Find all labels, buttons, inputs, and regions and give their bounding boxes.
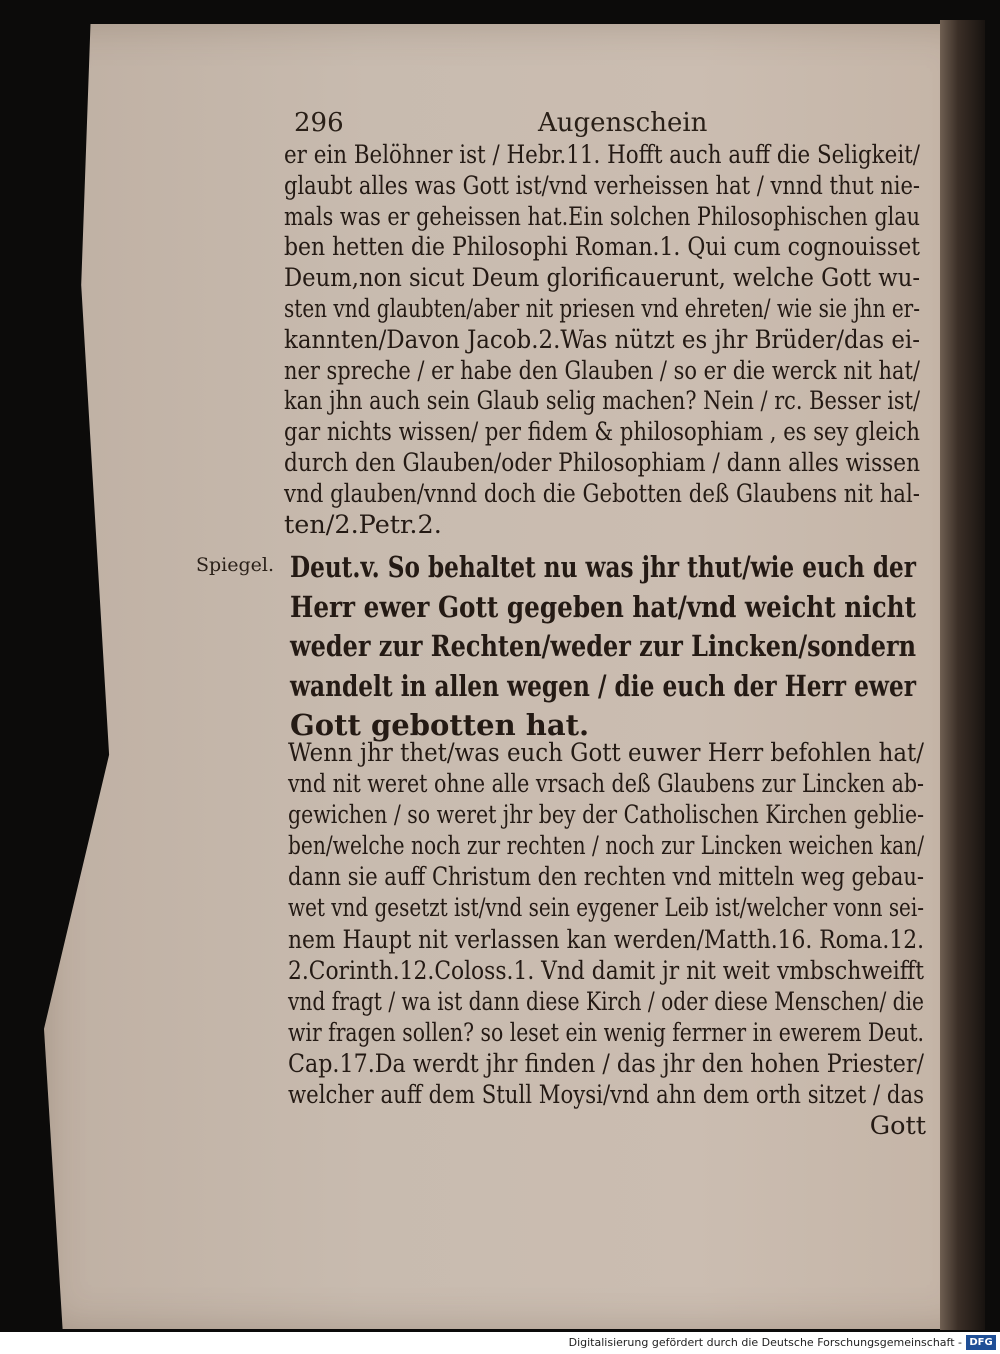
- text-line: nem Haupt nit verlassen kan werden/Matth.16. Roma.12.: [288, 924, 924, 955]
- quote-line: weder zur Rechten/weder zur Lincken/sondern: [290, 629, 916, 664]
- text-line: gar nichts wissen/ per fidem & philosophiam , es sey gleich: [284, 417, 920, 448]
- quote-line: Gott gebotten hat.: [290, 708, 590, 743]
- text-block-2: [288, 738, 938, 1142]
- dfg-logo-icon: DFG: [966, 1335, 996, 1350]
- footer-bar: [0, 1332, 1000, 1354]
- text-line: ben/welche noch zur rechten / noch zur Lincken weichen kan/: [288, 831, 924, 862]
- text-line: mals was er geheissen hat.Ein solchen Philosophischen glau: [284, 201, 920, 232]
- book-gutter: [940, 20, 985, 1330]
- text-line: gewichen / so weret jhr bey der Catholischen Kirchen geblie-: [288, 800, 924, 831]
- running-head: Augenschein: [538, 108, 708, 138]
- text-line: durch den Glauben/oder Philosophiam / dann alles wissen: [284, 447, 920, 478]
- text-line: glaubt alles was Gott ist/vnd verheissen hat / vnnd thut nie-: [284, 170, 920, 201]
- margin-note: Spiegel.: [196, 554, 275, 576]
- text-line: ben hetten die Philosophi Roman.1. Qui cum cognouisset: [284, 232, 920, 263]
- text-line: vnd nit weret ohne alle vrsach deß Glaubens zur Lincken ab-: [288, 769, 924, 800]
- page-number: 296: [294, 108, 344, 138]
- funding-credit: Digitalisierung gefördert durch die Deutsche Forschungsgemeinschaft -: [568, 1336, 962, 1349]
- text-line: ten/2.Petr.2.: [284, 509, 442, 540]
- text-line: kan jhn auch sein Glaub selig machen? Nein / rc. Besser ist/: [284, 386, 920, 417]
- text-block-1: [284, 140, 934, 540]
- text-line: Wenn jhr thet/was euch Gott euwer Herr befohlen hat/: [288, 738, 924, 768]
- text-line: Deum,non sicut Deum glorificauerunt, welche Gott wu-: [284, 263, 920, 294]
- text-line: er ein Belöhner ist / Hebr.11. Hofft auch auff die Seligkeit/: [284, 140, 920, 170]
- text-line: vnd glauben/vnnd doch die Gebotten deß Glaubens nit hal-: [284, 478, 920, 509]
- text-line: ner spreche / er habe den Glauben / so er die werck nit hat/: [284, 355, 920, 386]
- catchword: Gott: [869, 1111, 926, 1142]
- text-line: kannten/Davon Jacob.2.Was nützt es jhr Brüder/das ei-: [284, 324, 920, 355]
- text-line: wir fragen sollen? so leset ein wenig ferrner in ewerem Deut.: [288, 1017, 924, 1048]
- text-line: sten vnd glaubten/aber nit priesen vnd ehreten/ wie sie jhn er-: [284, 293, 920, 324]
- quote-line: Herr ewer Gott gegeben hat/vnd weicht nicht: [290, 589, 916, 624]
- text-line: dann sie auff Christum den rechten vnd mitteln weg gebau-: [288, 862, 924, 893]
- text-line: 2.Corinth.12.Coloss.1. Vnd damit jr nit weit vmbschweifft: [288, 955, 924, 986]
- quote-block: [290, 548, 930, 746]
- text-line: Cap.17.Da werdt jhr finden / das jhr den hohen Priester/: [288, 1048, 924, 1079]
- quote-line: wandelt in allen wegen / die euch der Herr ewer: [290, 668, 916, 703]
- text-line: vnd fragt / wa ist dann diese Kirch / oder diese Menschen/ die: [288, 986, 924, 1017]
- quote-line: Deut.v. So behaltet nu was jhr thut/wie euch der: [290, 550, 916, 584]
- text-line: wet vnd gesetzt ist/vnd sein eygener Leib ist/welcher vonn sei-: [288, 893, 924, 924]
- text-line: welcher auff dem Stull Moysi/vnd ahn dem orth sitzet / das: [288, 1080, 924, 1111]
